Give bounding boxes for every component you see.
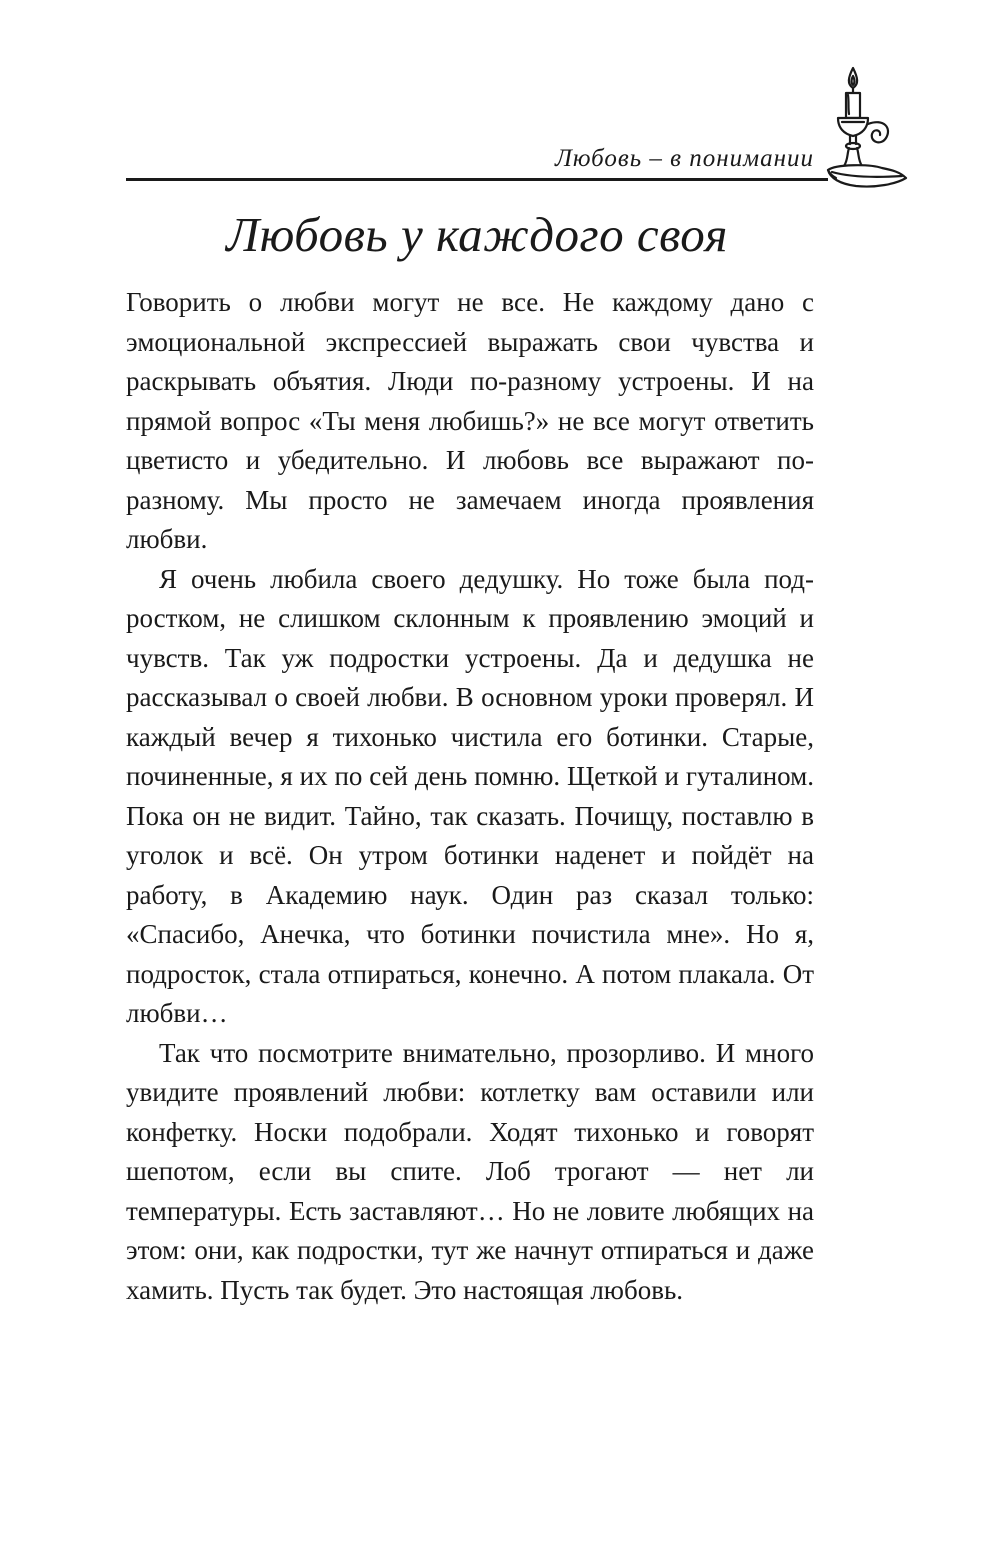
running-header: Любовь – в понимании [554, 145, 814, 172]
header-rule [126, 178, 828, 181]
paragraph-2: Я очень любила своего дедушку. Но тоже была подростком, не слишком склонным к проявлению эмоций и чувств. Так уж подростки устроены. Да и дедушка не рассказывал о своей любви. В основном уроки проверял. И каждый вечер я тихонько чистила его ботинки. Старые, починенные, я их по сей день помню. Щеткой и гуталином. Пока он не видит. Тайно, так сказать. Почищу, поставлю в уголок и всё. Он утром ботинки наденет и пойдёт на работу, в Академию наук. Один раз сказал только: «Спасибо, Анечка, что ботинки почистила мне». Но я, подросток, стала отпираться, конечно. А потом плакала. От любви… [126, 563, 814, 1028]
candle-icon [826, 62, 946, 202]
paragraph-3: Так что посмотрите внимательно, прозорливо. И много увидите проявлений любви: котлетку вам оставили или конфетку. Носки подобрали. Ходят тихонько и говорят шепотом, если вы спите. Лоб трогают — нет ли температуры. Есть заставляют… Но не ловите любящих на этом: они, как подростки, тут же начнут отпираться и даже хамить. Пусть так будет. Это настоящая любовь. [126, 1037, 814, 1305]
paragraph-1: Говорить о любви могут не все. Не каждому дано с эмоциональной экспрессией выражать свои чувства и раскрывать объятия. Люди по-разному устроены. И на прямой вопрос «Ты меня любишь?» не все могут ответить цветисто и убедительно. И любовь все выражают по-разному. Мы просто не замечаем иногда проявления любви. [126, 287, 814, 554]
chapter-title: Любовь у каждого своя [226, 207, 728, 262]
body-text [126, 283, 814, 1310]
